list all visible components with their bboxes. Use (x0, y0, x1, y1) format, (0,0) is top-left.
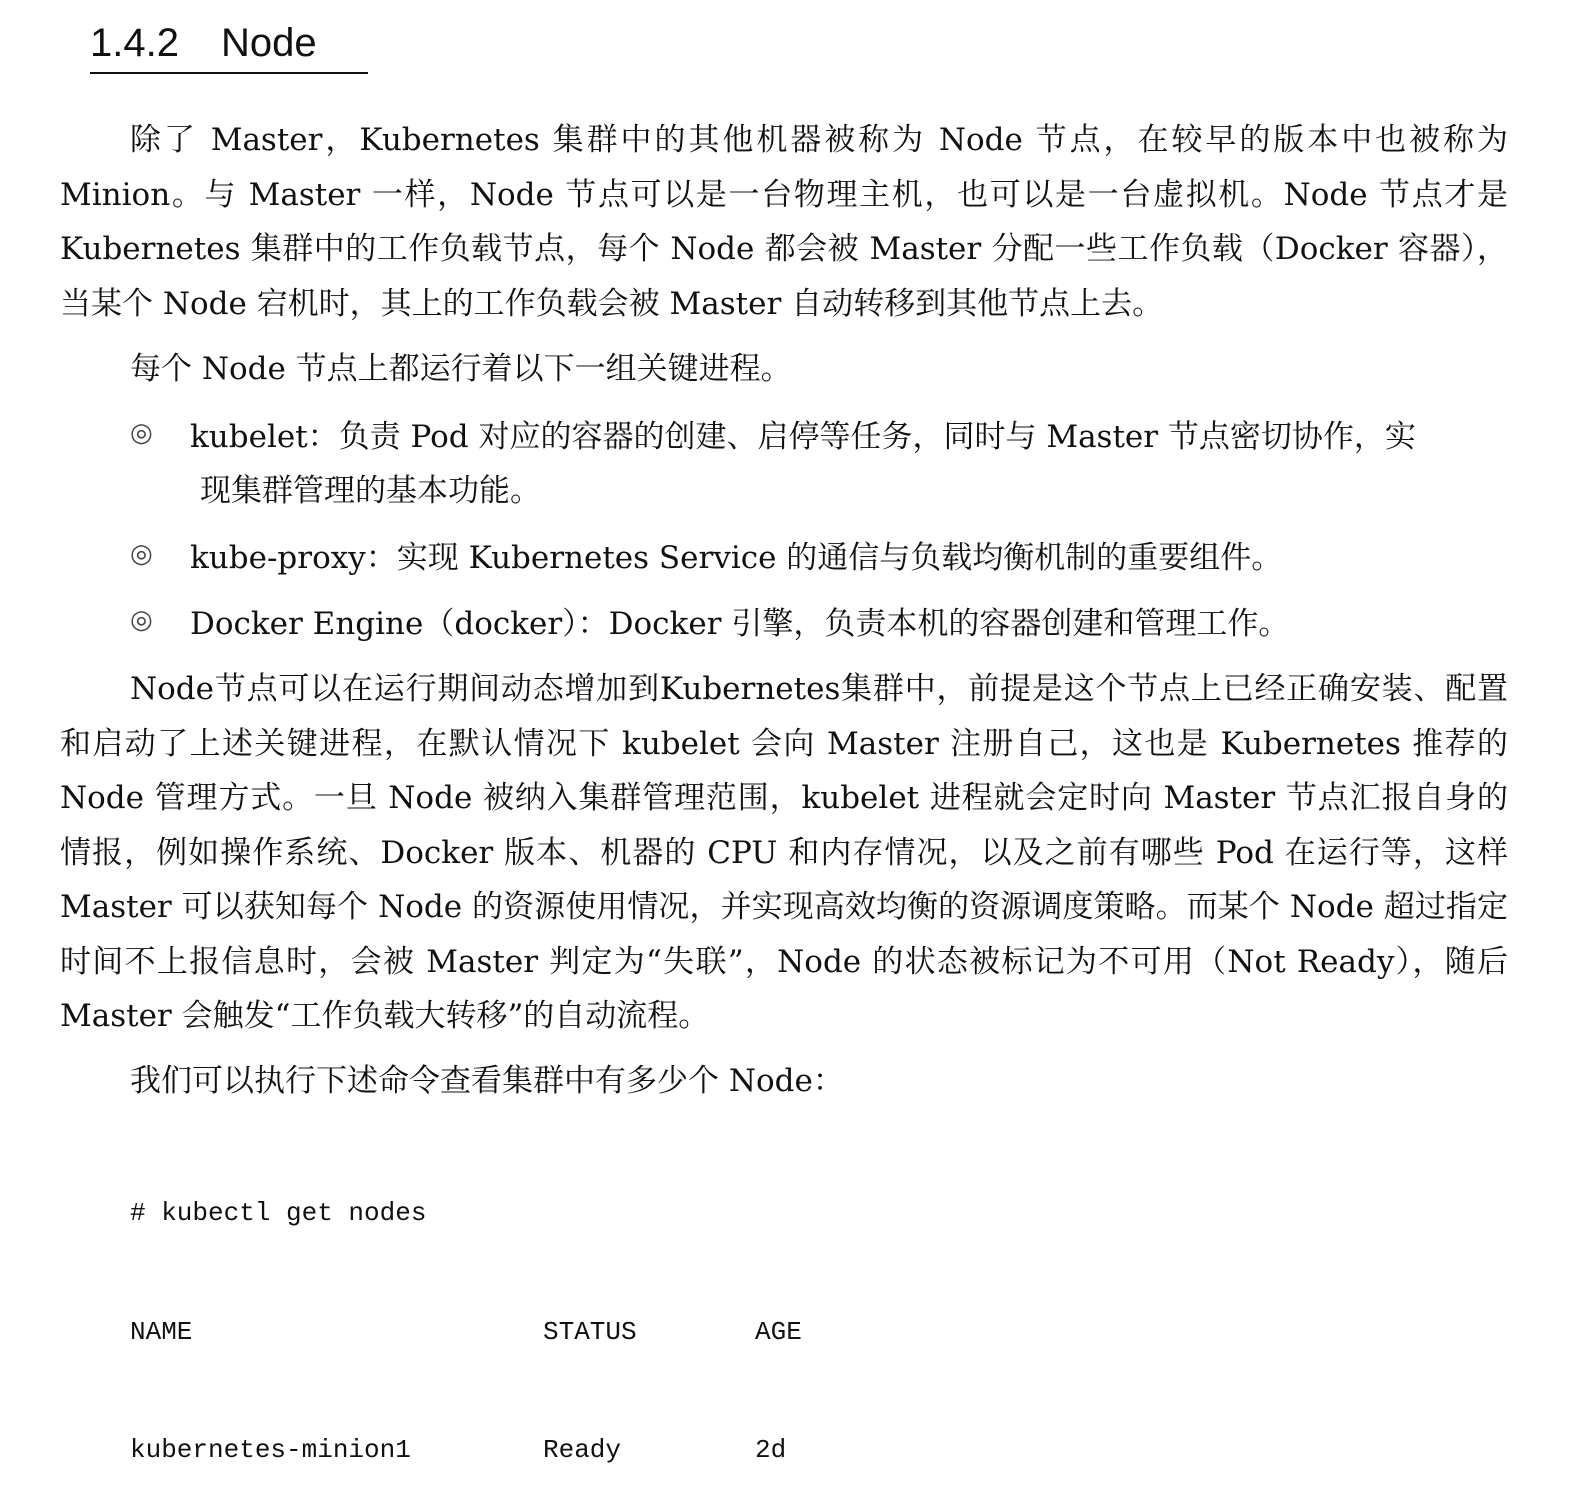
section-title: Node (220, 21, 317, 65)
list-item-line: kubelet：负责 Pod 对应的容器的创建、启停等任务，同时与 Master 节点密切协作，实 (190, 419, 1416, 455)
list-item-kubelet (130, 410, 1508, 518)
bullet-icon: ◎ (130, 539, 153, 569)
list-item-docker-engine (130, 597, 1508, 651)
code-cell-age: 2d (755, 1435, 787, 1465)
code-data-row (130, 1431, 787, 1471)
list-item-text: Docker Engine（docker）：Docker 引擎，负责本机的容器创建和管理工作。 (190, 606, 1290, 642)
list-item-text: kube-proxy：实现 Kubernetes Service 的通信与负载均衡机制的重要组件。 (190, 540, 1283, 576)
code-command-line (130, 1194, 427, 1234)
code-command: # kubectl get nodes (130, 1198, 427, 1228)
section-heading (90, 18, 368, 74)
list-item-line: 现集群管理的基本功能。 (200, 473, 541, 509)
list-item-text (190, 410, 1508, 518)
code-header-row (130, 1313, 802, 1353)
section-number: 1.4.2 (90, 21, 179, 65)
code-header-status: STATUS (543, 1316, 637, 1347)
bullet-icon: ◎ (130, 605, 153, 635)
code-header-age: AGE (755, 1316, 802, 1347)
code-cell-status: Ready (543, 1435, 622, 1465)
code-cell-name: kubernetes-minion1 (130, 1435, 411, 1465)
paragraph-processes-intro: 每个 Node 节点上都运行着以下一组关键进程。 (130, 351, 792, 387)
list-item-kube-proxy (130, 531, 1508, 585)
code-block (130, 1115, 802, 1510)
bullet-icon: ◎ (130, 418, 153, 448)
paragraph-node-registration: Node节点可以在运行期间动态增加到Kubernetes集群中，前提是这个节点上已经正确安装、配置和启动了上述关键进程，在默认情况下 kubelet 会向 Master 注册自己，这也是 Kubernetes 推荐的 Node 管理方式。一旦 Node 被纳入集群管理范围，kubelet 进程就会定时向 Master 节点汇报自身的情报，例如操作系统、Docker 版本、机器的 CPU 和内存情况，以及之前有哪些 Pod 在运行等，这样 Master 可以获知每个 Node 的资源使用情况，并实现高效均衡的资源调度策略。而某个 Node 超过指定时间不上报信息时，会被 Master 判定为“失联”，Node 的状态被标记为不可用（Not Ready），随后 Master 会触发“工作负载大转移”的自动流程。 (60, 671, 1508, 1034)
paragraph-intro: 除了 Master，Kubernetes 集群中的其他机器被称为 Node 节点，在较早的版本中也被称为 Minion。与 Master 一样，Node 节点可以是一台物理主机，也可以是一台虚拟机。Node 节点才是 Kubernetes 集群中的工作负载节点，每个 Node 都会被 Master 分配一些工作负载（Docker 容器），当某个 Node 宕机时，其上的工作负载会被 Master 自动转移到其他节点上去。 (60, 122, 1508, 322)
paragraph-command-intro: 我们可以执行下述命令查看集群中有多少个 Node： (130, 1063, 844, 1099)
code-header-name: NAME (130, 1316, 193, 1347)
